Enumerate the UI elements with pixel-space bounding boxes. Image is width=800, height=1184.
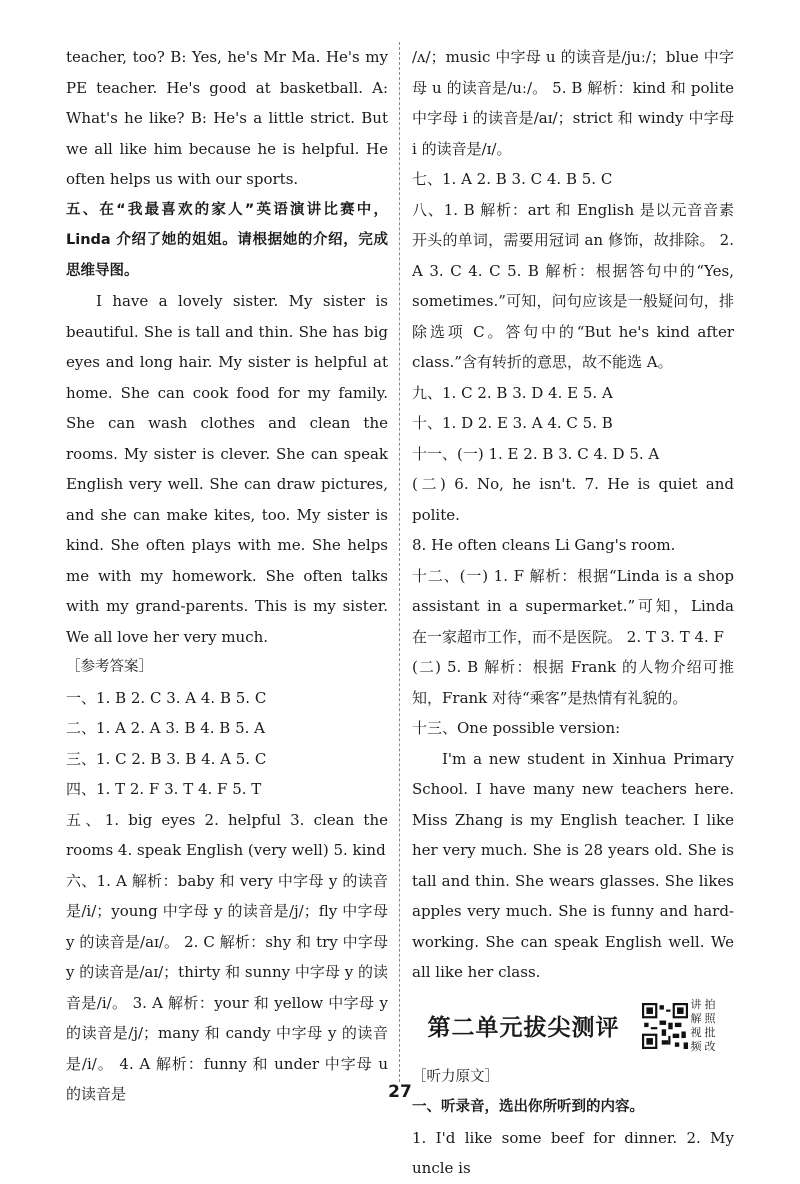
answer-line: 四、1. T 2. F 3. T 4. F 5. T	[66, 780, 262, 798]
qr-label: 照	[704, 1011, 716, 1025]
answer-line: (二) 5. B 解析：根据 Frank 的人物介绍可推知，Frank 对待“乘客”是热情有礼貌的。	[412, 658, 734, 707]
reading-passage: I have a lovely sister. My sister is beautiful. She is tall and thin. She has big eyes and long hair. My sister is helpful at home. She can cook food for my family. She can wash clothes and clean the rooms. My sister is clever. She can speak English very well. She can draw pictures, and she can make kites, too. My sister is kind. She often plays with me. She helps me with my homework. She often talks with my grand-parents. This is my sister. We all love her very much.	[66, 292, 388, 646]
answer-line: 二、1. A 2. A 3. B 4. B 5. A	[66, 719, 266, 737]
answer-line: 十三、One possible version:	[412, 719, 621, 737]
left-column	[66, 42, 388, 1110]
qr-label: 改	[704, 1039, 716, 1053]
qr-label: 拍	[704, 997, 716, 1011]
answer-line: 五、1. big eyes 2. helpful 3. clean the rooms 4. speak English (very well) 5. kind	[66, 810, 388, 859]
sample-essay: I'm a new student in Xinhua Primary School. I have many new teachers here. Miss Zhang is my English teacher. I like her very much. She is 28 years old. She is tall and thin. She wears glasses. She likes apples very much. She is funny and hard-working. She can speak English well. We all like her class.	[412, 749, 734, 981]
answer-line: 七、1. A 2. B 3. C 4. B 5. C	[412, 170, 613, 188]
qr-label: 讲	[690, 997, 702, 1011]
listening-heading: 一、听录音，选出你所听到的内容。	[412, 1099, 644, 1115]
answer-line: /ʌ/；music 中字母 u 的读音是/juː/；blue 中字母 u 的读音是/uː/。 5. B 解析：kind 和 polite 中字母 i 的读音是/aɪ/；strict 和 windy 中字母 i 的读音是/ɪ/。	[412, 48, 734, 158]
answer-line: (二) 6. No, he isn't. 7. He is quiet and polite.	[412, 475, 734, 524]
section-five-heading: 五、在“我最喜欢的家人”英语演讲比赛中，Linda 介绍了她的姐姐。请根据她的介绍，完成思维导图。	[66, 201, 388, 279]
answer-label: ［参考答案］	[66, 659, 153, 675]
dialogue-text: teacher, too? B: Yes, he's Mr Ma. He's my PE teacher. He's good at basketball. A: What's he like? B: He's a little strict. But we all like him because he is helpful. He often helps us with our sports.	[66, 48, 388, 188]
qr-label: 视	[690, 1025, 702, 1039]
unit-title-row	[412, 998, 734, 1054]
answer-line: 八、1. B 解析：art 和 English 是以元音音素开头的单词，需要用冠词 an 修饰，故排除。 2. A 3. C 4. C 5. B 解析：根据答句中的“Yes, sometimes.”可知，问句应该是一般疑问句，排除选项 C。答句中的“But he's kind after class.”含有转折的意思，故不能选 A。	[412, 200, 734, 371]
answer-line: 六、1. A 解析：baby 和 very 中字母 y 的读音是/i/；young 中字母 y 的读音是/j/；fly 中字母 y 的读音是/aɪ/。 2. C 解析：shy 和 try 中字母 y 的读音是/aɪ/；thirty 和 sunny 中字母 y 的读音是/i/。 3. A 解析：your 和 yellow 中字母 y 的读音是/j/；many 和 candy 中字母 y 的读音是/i/。 4. A 解析：funny 和 under 中字母 u 的读音是	[66, 871, 388, 1103]
answer-line: 十一、(一) 1. E 2. B 3. C 4. D 5. A	[412, 444, 660, 463]
qr-label: 批	[704, 1025, 716, 1039]
unit-title: 第二单元拔尖测评	[427, 1015, 620, 1041]
qr-labels	[691, 998, 719, 1054]
column-divider	[399, 42, 400, 1082]
qr-code-icon[interactable]	[642, 1003, 688, 1049]
page-number: 27	[388, 1082, 412, 1102]
listening-label: ［听力原文］	[412, 1068, 499, 1085]
qr-label: 频	[690, 1039, 702, 1053]
answer-line: 三、1. C 2. B 3. B 4. A 5. C	[66, 749, 267, 768]
answer-line: 十二、(一) 1. F 解析：根据“Linda is a shop assistant in a supermarket.”可知，Linda 在一家超市工作，而不是医院。 2. T 3. T 4. F	[412, 566, 734, 646]
answer-line: 一、1. B 2. C 3. A 4. B 5. C	[66, 688, 267, 707]
answer-line: 九、1. C 2. B 3. D 4. E 5. A	[412, 383, 613, 402]
right-column	[412, 42, 734, 1184]
qr-block[interactable]	[642, 998, 719, 1054]
listening-text: 1. I'd like some beef for dinner. 2. My uncle is	[412, 1128, 734, 1177]
answer-line: 十、1. D 2. E 3. A 4. C 5. B	[412, 414, 613, 432]
answer-line: 8. He often cleans Li Gang's room.	[412, 536, 676, 554]
qr-label: 解	[690, 1011, 702, 1025]
